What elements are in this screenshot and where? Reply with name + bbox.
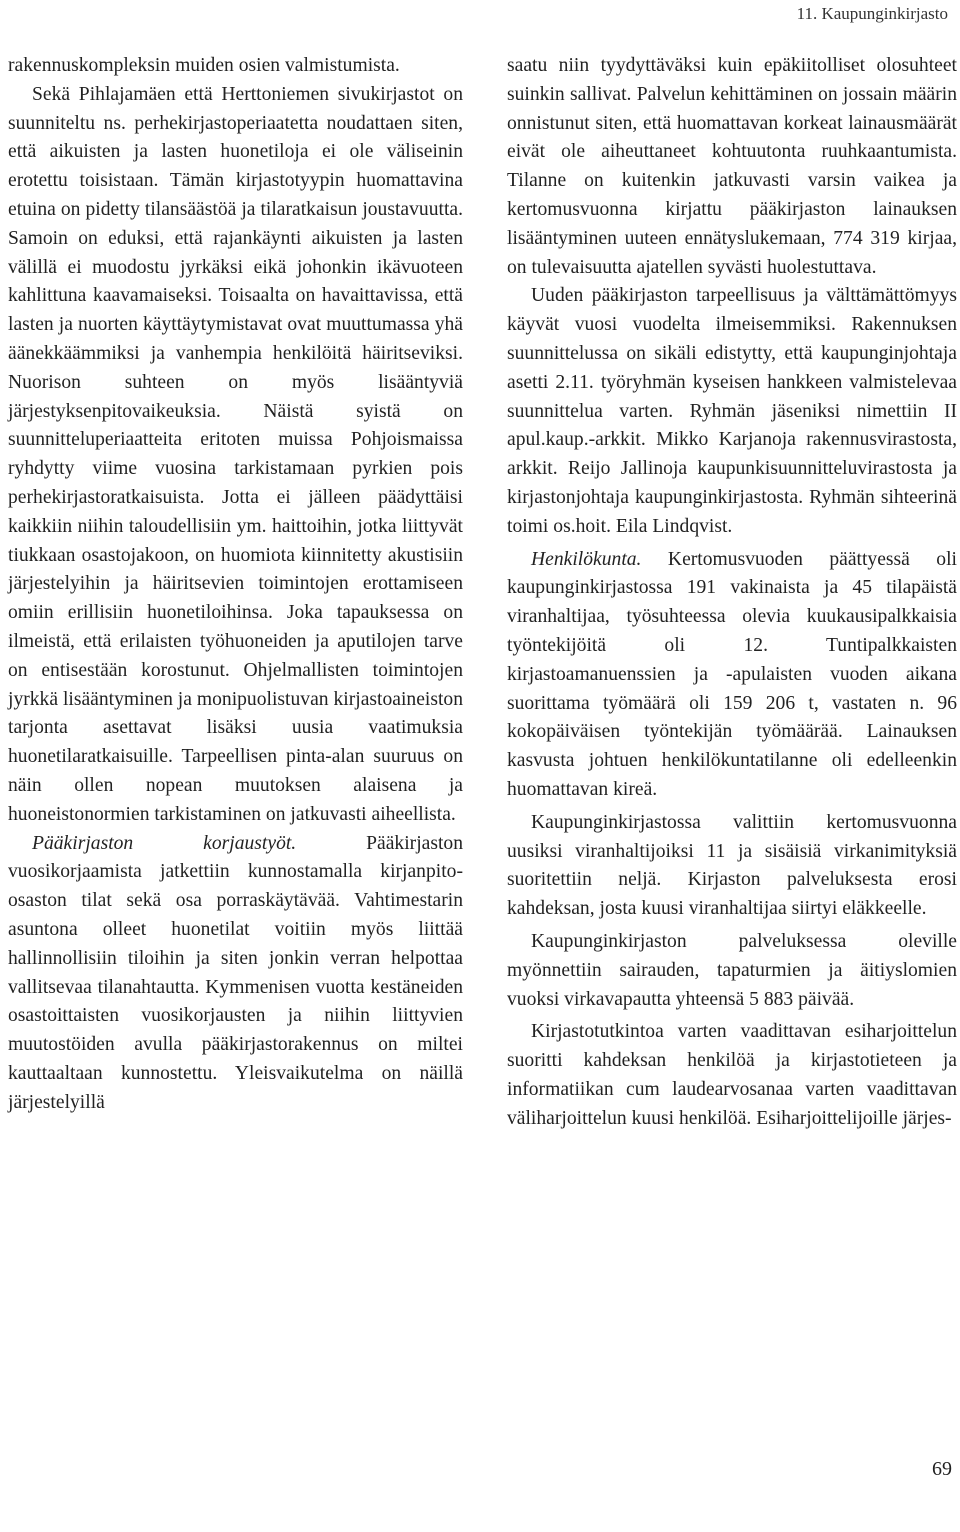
paragraph-text: Kertomusvuoden päättyessä oli kaupunginkirjastossa 191 vakinaista ja 45 tilapäistä viranhaltijaa, työsuhteessa olevia kuukausipalkkaisia työntekijöitä oli 12. Tuntipalkkaisten kirjastoamanuenssien ja -apulaisten vuoden aikana suorittama työmäärä oli 159 206 t, vastaten n. 96 kokopäiväisen työntekijän työmäärää. Lainauksen kasvusta johtuen henkilökuntatilanne oli edelleenkin huomattavan kireä.	[507, 548, 957, 800]
paragraph-text: Pääkirjaston vuosikorjaamista jatkettiin kunnostamalla kirjanpito-osaston tilat sekä osa porraskäytävää. Vahtimestarin asuntona olleet huonetilat voitiin myös liittää hallinnollisiin tiloihin ja siten jonkin verran helpottaa vallitsevaa tilanahtautta. Kymmenisen vuotta kestäneiden osastoittaisten vuosikorjausten ja niihin liittyvien muutostöiden avulla pääkirjastorakennus on miltei kauttaaltaan kunnostettu. Yleisvaikutelma on näillä järjestelyillä	[8, 832, 463, 1113]
paragraph	[507, 546, 957, 805]
paragraph: rakennuskompleksin muiden osien valmistumista.	[8, 55, 400, 76]
paragraph: Kaupunginkirjaston palveluksessa oleville myönnettiin sairauden, tapaturmien ja äitiyslomien vuoksi virkavapautta yhteensä 5 883 päivää.	[507, 930, 957, 1010]
paragraph: Sekä Pihlajamäen että Herttoniemen sivukirjastot on suunniteltu ns. perhekirjastoperiaatetta noudattaen siten, että aikuisten ja lasten huonetiloja ei ole väliseinin erotettu toisistaan. Tämän kirjastotyypin huomattavina etuina on pidetty tilansäästöä ja tilaratkaisun joustavuutta. Samoin on eduksi, että rajankäynti aikuisten ja lasten välillä ei muodostu jyrkäksi eikä johonkin ikävuoteen kahlittuna kaavamaiseksi. Toisaalta on havaittavissa, että lasten ja nuorten käyttäytymistavat ovat muuttumassa yhä äänekkäämmiksi ja vanhempia henkilöitä häiritseviksi. Nuorison suhteen on myös lisääntyviä järjestyksenpitovaikeuksia. Näistä syistä on suunnitteluperiaatteita eritoten muissa Pohjoismaissa ryhdytty viime vuosina tarkistamaan pyrkien pois perhekirjastoratkaisuista. Jotta ei jälleen päädyttäisi kaikkiin niihin taloudellisiin ym. haittoihin, jotka liittyvät tiukkaan osastojakoon, on huomiota kiinnitetty akustisiin järjestelyihin ja häiritsevien toimintojen erottamiseen omiin erillisiin huonetiloihinsa. Joka tapauksessa on ilmeistä, että erilaisten työhuoneiden ja aputilojen tarve on entisestään korostunut. Ohjelmallisten toimintojen jyrkkä lisääntyminen ja monipuolistuvan kirjastoaineiston tarjonta asettavat lisäksi uusia vaatimuksia huonetilaratkaisuille. Tarpeellisen pinta-alan suuruus on näin ollen nopean muutoksen alaisena ja huoneistonormien tarkistaminen on jatkuvasti aiheellista.	[8, 83, 463, 825]
section-heading: Pääkirjaston korjaustyöt.	[32, 832, 297, 854]
section-heading: Henkilökunta.	[531, 548, 642, 570]
running-header: 11. Kaupunginkirjasto	[796, 4, 948, 23]
paragraph: Kaupunginkirjastossa valittiin kertomusvuonna uusiksi viranhaltijoiksi 11 ja sisäisiä virkanimityksiä suoritettiin neljä. Kirjaston palveluksesta erosi kahdeksan, josta kuusi viranhaltijaa siirtyi eläkkeelle.	[507, 811, 957, 920]
right-column	[507, 52, 957, 1133]
left-column	[8, 52, 463, 1117]
page-number: 69	[932, 1458, 952, 1480]
paragraph: saatu niin tyydyttäväksi kuin epäkiitolliset olosuhteet suinkin sallivat. Palvelun kehittäminen on jossain määrin onnistunut siten, että huomattavan korkeat lainausmäärät eivät ole aiheuttaneet kohtuutonta ruuhkaantumista. Tilanne on kuitenkin jatkuvasti varsin vaikea ja kertomusvuonna kirjattu pääkirjaston lainauksen lisääntyminen uuteen ennätyslukemaan, 774 319 kirjaa, on tulevaisuutta ajatellen syvästi huolestuttava.	[507, 55, 957, 278]
paragraph	[8, 830, 463, 1118]
paragraph: Uuden pääkirjaston tarpeellisuus ja välttämättömyys käyvät vuosi vuodelta ilmeisemmiksi. Rakennuksen suunnittelussa on sikäli edistytty, että kaupunginjohtaja asetti 2.11. työryhmän kyseisen hankkeen valmistelevaa suunnittelua varten. Ryhmän jäseniksi nimettiin II apul.kaup.-arkkit. Mikko Karjanoja rakennusvirastosta, arkkit. Reijo Jallinoja kaupunkisuunnitteluvirastosta ja kirjastonjohtaja kaupunginkirjastosta. Ryhmän sihteerinä toimi os.hoit. Eila Lindqvist.	[507, 285, 957, 537]
paragraph: Kirjastotutkintoa varten vaadittavan esiharjoittelun suoritti kahdeksan henkilöä ja kirjastotieteen ja informatiikan cum laudearvosanaa varten vaadittavan väliharjoittelun kuusi henkilöä. Esiharjoittelijoille järjes-	[507, 1021, 957, 1129]
